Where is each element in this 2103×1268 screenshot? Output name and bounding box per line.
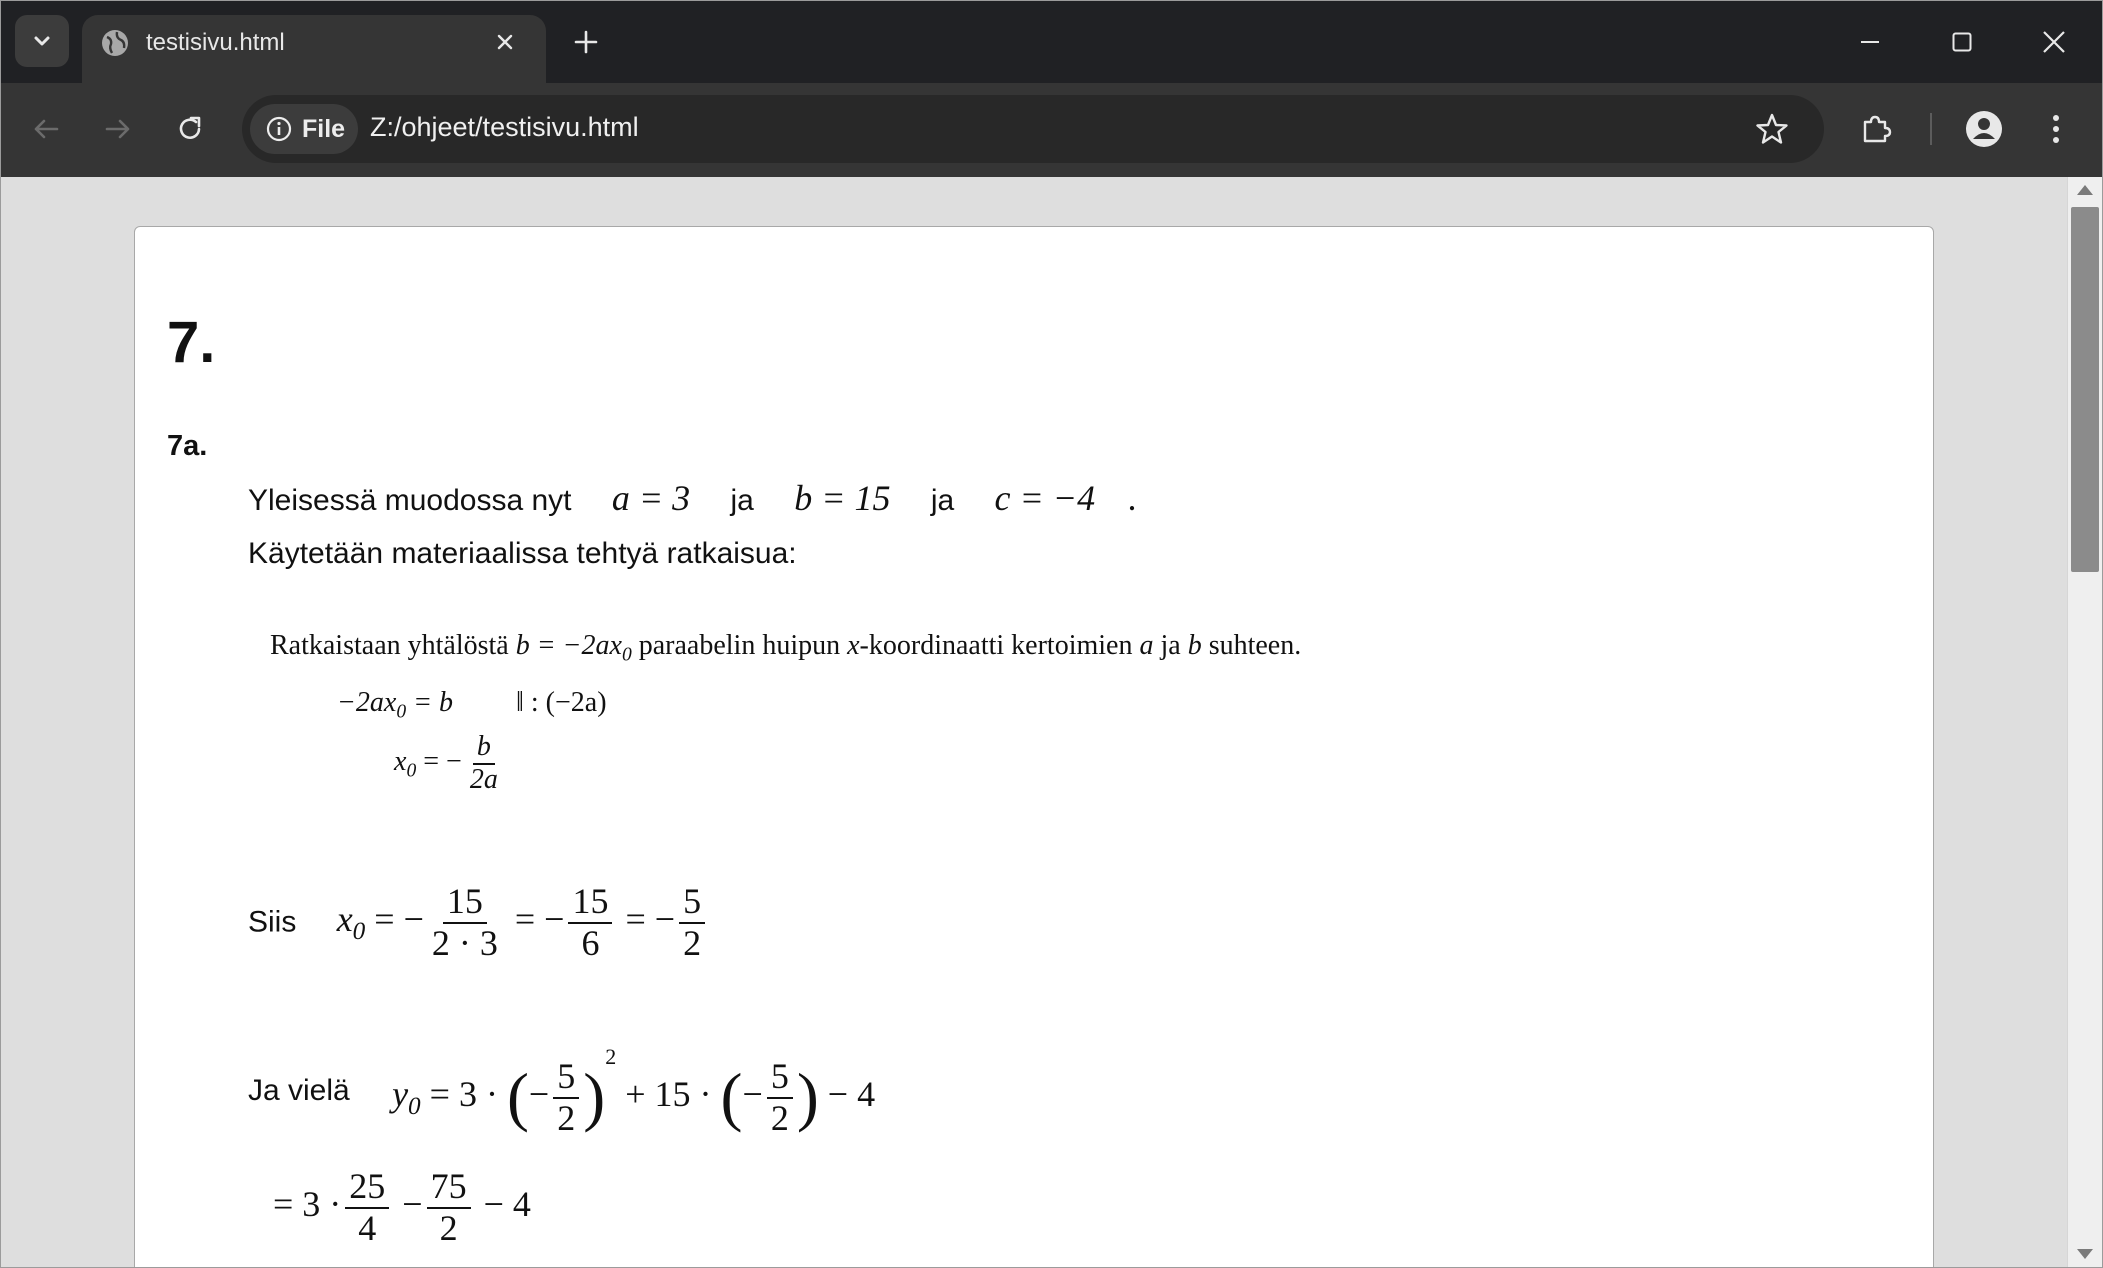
ref-equation-body: b = −2ax [515, 630, 622, 661]
ja-viela-label: Ja vielä [248, 1074, 350, 1108]
scroll-up-arrow-icon[interactable] [2077, 185, 2093, 195]
method-text: Käytetään materiaalissa tehtyä ratkaisua: [248, 537, 797, 570]
period: . [1127, 478, 1137, 518]
scroll-down-arrow-icon[interactable] [2077, 1249, 2093, 1259]
equals-three-times: = 3 · [429, 1074, 498, 1114]
equals-minus: = − [625, 898, 676, 939]
tab-title: testisivu.html [146, 29, 285, 56]
browser-toolbar [0, 83, 2103, 178]
b-equation: b = 15 [794, 478, 891, 518]
chevron-down-icon [31, 30, 53, 52]
ref-text: paraabelin huipun [638, 630, 841, 661]
fraction-denominator: 2 [439, 1207, 458, 1248]
intro-text: Yleisessä muodossa nyt [248, 484, 572, 517]
siis-label: Siis [248, 905, 297, 939]
fraction-numerator: 5 [767, 1057, 793, 1099]
step1-operation: ‖ : (−2a) [516, 687, 607, 718]
task-number: 7. [167, 310, 216, 375]
ref-var-a: a [1139, 630, 1154, 661]
vertical-scrollbar[interactable] [2067, 177, 2102, 1267]
close-icon [2041, 29, 2067, 55]
fraction-denominator: 2 [557, 1097, 576, 1138]
site-info-chip[interactable] [250, 104, 358, 154]
right-paren: ) [796, 1060, 819, 1134]
minus-sign: − [528, 1074, 550, 1114]
fraction-15-over-6 [568, 882, 612, 963]
coefficients-line [248, 477, 1136, 519]
ref-equation [515, 630, 632, 666]
back-arrow-icon [31, 114, 61, 144]
subscript-zero: 0 [352, 918, 366, 946]
fraction-5-over-2 [553, 1057, 579, 1138]
minimize-icon [1858, 30, 1882, 54]
ref-var-b: b [1187, 630, 1202, 661]
equals-minus: = − [514, 898, 565, 939]
profile-button[interactable] [1960, 105, 2008, 153]
y0-continuation-line [273, 1167, 531, 1248]
fraction-denominator: 2 · 3 [431, 922, 498, 963]
step2-var: x [394, 746, 407, 778]
minus-four: − 4 [483, 1183, 531, 1224]
subscript-zero: 0 [396, 701, 407, 723]
more-vertical-icon [2051, 113, 2061, 145]
reference-step-2 [394, 732, 506, 796]
fraction-5-over-2 [767, 1057, 793, 1138]
toolbar-separator [1930, 113, 1932, 145]
maximize-button[interactable] [1940, 20, 1984, 64]
fraction-75-over-2 [427, 1167, 471, 1248]
reference-step-1 [337, 687, 607, 724]
minus-four: − 4 [827, 1074, 876, 1114]
siis-line [248, 882, 709, 963]
subscript-zero: 0 [621, 644, 632, 666]
step1-left-body: −2ax [337, 687, 397, 718]
subscript-zero: 0 [406, 760, 417, 782]
fraction-denominator: 2a [469, 763, 498, 795]
tab-search-button[interactable] [15, 15, 69, 67]
window-close-button[interactable] [2032, 20, 2076, 64]
plus-icon [573, 29, 599, 55]
subscript-zero: 0 [408, 1093, 421, 1121]
x0-var-body: x [336, 898, 353, 939]
exponent-2: 2 [605, 1044, 617, 1069]
x0-var [336, 898, 366, 946]
scrollbar-thumb[interactable] [2071, 207, 2099, 572]
profile-icon [1965, 110, 2003, 148]
fraction-denominator: 4 [358, 1207, 377, 1248]
step2-left [394, 746, 417, 782]
forward-arrow-icon [103, 114, 133, 144]
plus-fifteen-times: + 15 · [625, 1074, 712, 1114]
fraction-denominator: 2 [770, 1097, 789, 1138]
new-tab-button[interactable] [566, 22, 606, 62]
address-bar[interactable] [242, 95, 1824, 163]
forward-button[interactable] [94, 105, 142, 153]
ja-text: ja [930, 484, 955, 517]
equals-minus: = − [374, 898, 424, 939]
reference-sentence [270, 630, 1301, 667]
step1-right: = b [413, 687, 454, 718]
active-tab[interactable] [82, 15, 546, 83]
equals-three-times: = 3 · [273, 1183, 342, 1224]
y0-var [392, 1074, 421, 1121]
ref-var-x: x [847, 630, 860, 661]
left-paren: ( [506, 1060, 529, 1134]
info-icon [266, 116, 292, 142]
reload-icon [175, 114, 205, 144]
y0-equation [392, 1044, 876, 1138]
ref-text: suhteen. [1208, 630, 1302, 661]
minus-sign: − [742, 1074, 763, 1114]
content-card [134, 226, 1934, 1267]
fraction-numerator: 5 [553, 1057, 579, 1099]
fraction-numerator: 5 [679, 882, 705, 924]
back-button[interactable] [22, 105, 70, 153]
fraction-numerator: 15 [443, 882, 487, 924]
fraction-15-over-2x3 [428, 882, 502, 963]
minus-sign: − [402, 1183, 423, 1224]
fraction-numerator: 25 [345, 1167, 389, 1209]
subtask-label: 7a. [167, 430, 208, 462]
ja-viela-line [248, 1044, 875, 1138]
menu-button[interactable] [2032, 105, 2080, 153]
close-icon [495, 32, 515, 52]
ref-text: -koordinaatti kertoimien [859, 630, 1133, 661]
fraction-numerator: 15 [568, 882, 612, 924]
tab-close-button[interactable] [490, 27, 520, 57]
c-equation: c = −4 [994, 478, 1096, 518]
page-viewport [0, 177, 2067, 1267]
reload-button[interactable] [166, 105, 214, 153]
left-paren: ( [720, 1060, 743, 1134]
step2-mid: = − [423, 746, 462, 778]
a-equation: a = 3 [611, 478, 691, 518]
y0-var-body: y [392, 1074, 409, 1114]
fraction-numerator: 75 [427, 1167, 471, 1209]
fraction-denominator: 6 [581, 922, 600, 963]
fraction-5-over-2 [679, 882, 705, 963]
tab-strip [0, 0, 2103, 83]
minimize-button[interactable] [1848, 20, 1892, 64]
puzzle-icon [1859, 112, 1893, 146]
y0-continuation [273, 1166, 531, 1248]
chip-label: File [302, 115, 346, 143]
url-text[interactable]: Z:/ohjeet/testisivu.html [370, 112, 639, 142]
ref-text: Ratkaistaan yhtälöstä [270, 630, 509, 661]
bookmark-star-icon[interactable] [1754, 111, 1790, 147]
ref-text: ja [1160, 630, 1181, 661]
fraction-denominator: 2 [683, 922, 702, 963]
fraction-numerator: b [473, 732, 495, 765]
right-paren: ) [583, 1060, 606, 1134]
extensions-button[interactable] [1852, 105, 1900, 153]
step2-fraction [466, 732, 502, 796]
maximize-icon [1950, 30, 1974, 54]
fraction-25-over-4 [345, 1167, 389, 1248]
ja-text: ja [730, 484, 754, 517]
step1-left [337, 687, 407, 723]
globe-icon [100, 28, 130, 58]
